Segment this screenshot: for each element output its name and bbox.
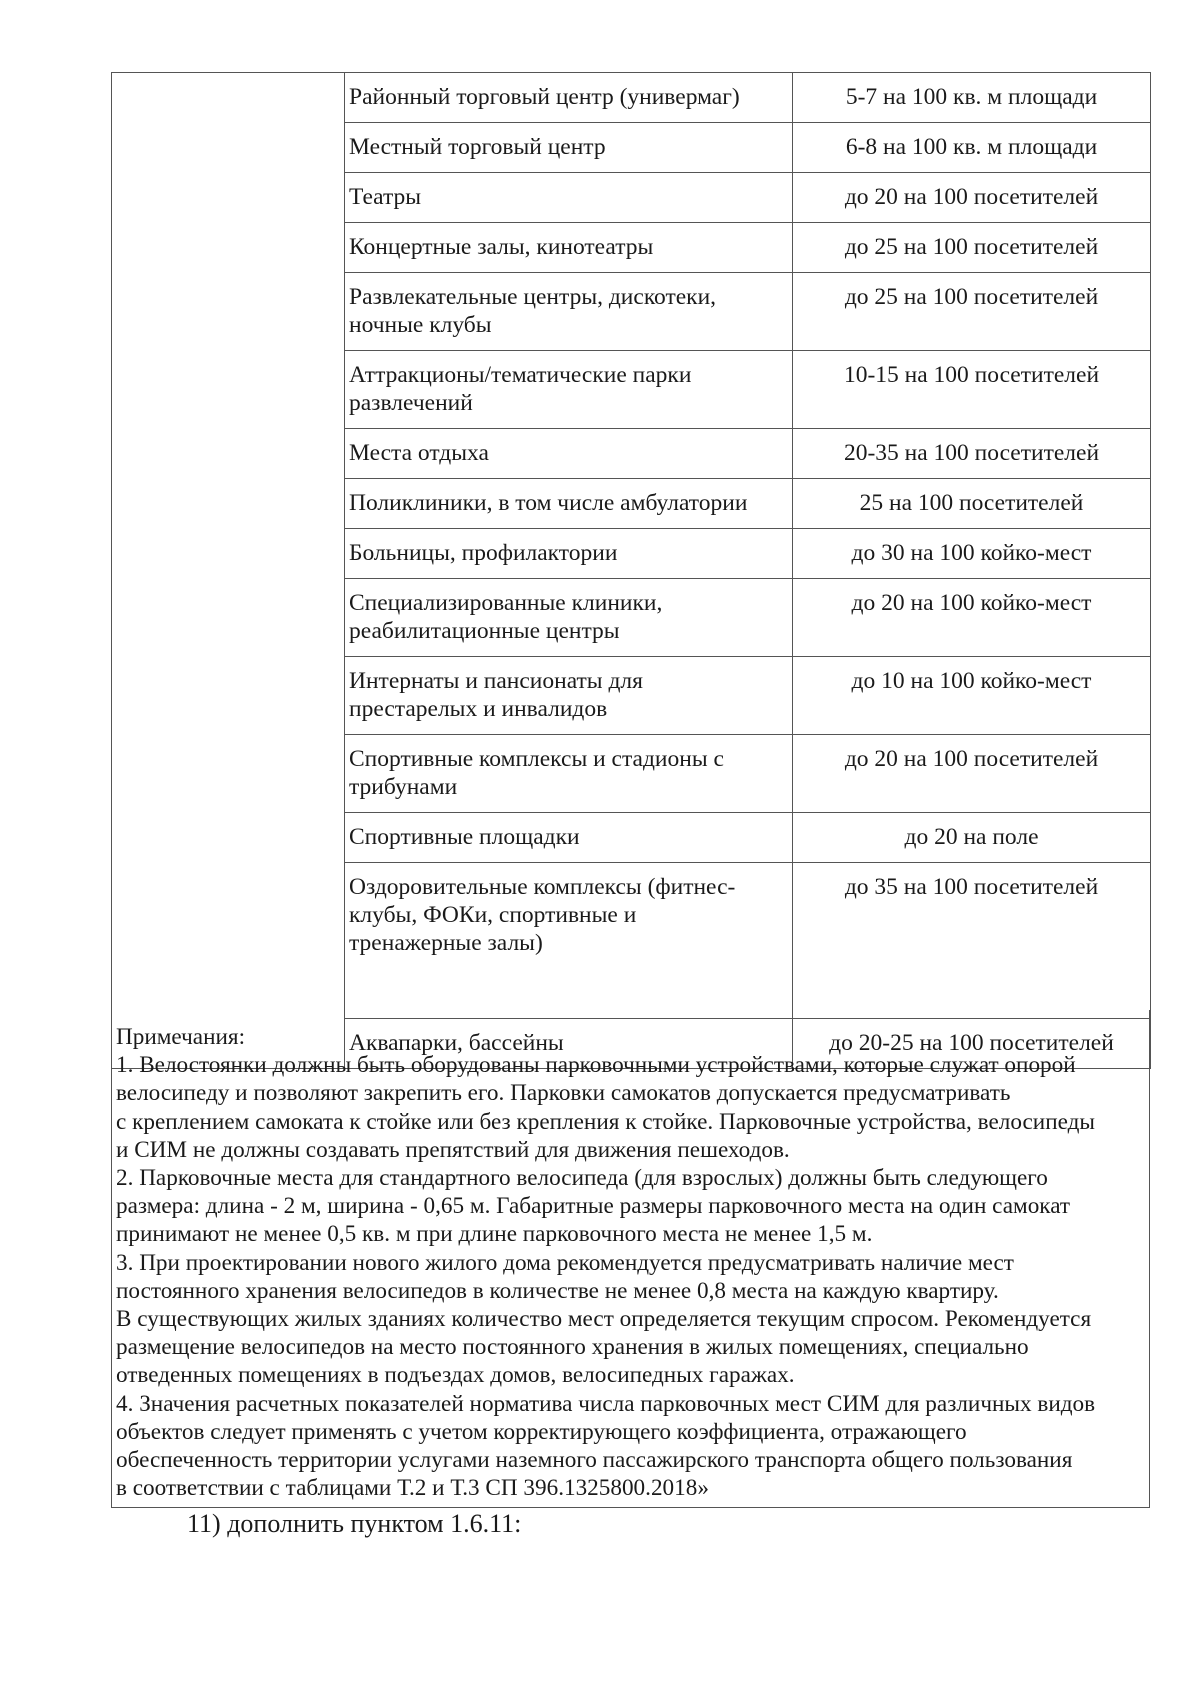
object-type-line: Оздоровительные комплексы (фитнес- — [349, 874, 736, 900]
object-type-cell — [345, 173, 793, 223]
object-type-line: Интернаты и пансионаты для — [349, 668, 643, 694]
object-type-line: Районный торговый центр (универмаг) — [349, 84, 740, 110]
parking-norms-table — [111, 72, 1151, 1069]
notes-line: и СИМ не должны создавать препятствий для движения пешеходов. — [116, 1136, 790, 1163]
notes-line: 2. Парковочные места для стандартного велосипеда (для взрослых) должны быть следующего — [116, 1165, 1048, 1192]
object-type-cell — [345, 579, 793, 657]
object-type-cell — [345, 813, 793, 863]
notes-line: отведенных помещениях в подъездах домов, велосипедных гаражах. — [116, 1362, 795, 1389]
object-type-line: Больницы, профилактории — [349, 540, 618, 566]
object-type-line: Аквапарки, бассейны — [349, 1030, 564, 1056]
object-type-cell — [345, 479, 793, 529]
object-type-cell — [345, 735, 793, 813]
object-type-line: Концертные залы, кинотеатры — [349, 234, 654, 260]
norm-value-cell: 6-8 на 100 кв. м площади — [793, 123, 1151, 173]
object-type-line: реабилитационные центры — [349, 618, 620, 644]
object-type-line: клубы, ФОКи, спортивные и — [349, 902, 637, 928]
notes-line: обеспеченность территории услугами наземного пассажирского транспорта общего пользования — [116, 1447, 1073, 1474]
notes-line: размера: длина - 2 м, ширина - 0,65 м. Габаритные размеры парковочного места на один самокат — [116, 1193, 1071, 1220]
norm-value-cell: 20-35 на 100 посетителей — [793, 429, 1151, 479]
norm-value-cell: до 20 на 100 посетителей — [793, 735, 1151, 813]
object-type-line: Спортивные комплексы и стадионы с — [349, 746, 724, 772]
notes-line: постоянного хранения велосипедов в количестве не менее 0,8 места на каждую квартиру. — [116, 1277, 999, 1304]
object-type-cell — [345, 429, 793, 479]
norm-value-cell: до 10 на 100 койко-мест — [793, 657, 1151, 735]
norm-value-cell: до 30 на 100 койко-мест — [793, 529, 1151, 579]
norm-value-cell: до 20 на 100 койко-мест — [793, 579, 1151, 657]
notes-line: велосипеду и позволяют закрепить его. Парковки самокатов допускается предусматривать — [116, 1080, 1011, 1107]
notes-line: в соответствии с таблицами Т.2 и Т.3 СП 396.1325800.2018» — [116, 1475, 709, 1502]
norm-value-cell: 5-7 на 100 кв. м площади — [793, 73, 1151, 123]
notes-line: 4. Значения расчетных показателей норматива числа парковочных мест СИМ для различных видов — [116, 1390, 1096, 1417]
norm-value-cell: до 20 на поле — [793, 813, 1151, 863]
notes-line: объектов следует применять с учетом корректирующего коэффициента, отражающего — [116, 1418, 967, 1445]
object-type-line: Аттракционы/тематические парки — [349, 362, 692, 388]
norm-value-cell: 25 на 100 посетителей — [793, 479, 1151, 529]
object-type-cell — [345, 223, 793, 273]
object-type-cell — [345, 123, 793, 173]
notes-line: В существующих жилых зданиях количество мест определяется текущим спросом. Рекомендуется — [116, 1306, 1092, 1333]
object-type-line: Местный торговый центр — [349, 134, 606, 160]
object-type-line: Спортивные площадки — [349, 824, 580, 850]
object-type-cell — [345, 73, 793, 123]
norm-value-cell: до 25 на 100 посетителей — [793, 223, 1151, 273]
empty-first-column — [112, 73, 345, 1069]
notes-block — [111, 1010, 1150, 1508]
object-type-line: тренажерные залы) — [349, 930, 543, 956]
notes-line: с креплением самоката к стойке или без крепления к стойке. Парковочные устройства, велосипеды — [116, 1108, 1095, 1135]
object-type-line: ночные клубы — [349, 312, 492, 338]
norm-value-cell: до 20 на 100 посетителей — [793, 173, 1151, 223]
object-type-line: Театры — [349, 184, 422, 210]
notes-line: размещение велосипедов на место постоянного хранения в жилых помещениях, специально — [116, 1334, 1029, 1361]
object-type-line: Развлекательные центры, дискотеки, — [349, 284, 717, 310]
notes-line: 3. При проектировании нового жилого дома рекомендуется предусматривать наличие мест — [116, 1249, 1014, 1276]
object-type-line: престарелых и инвалидов — [349, 696, 608, 722]
object-type-cell — [345, 657, 793, 735]
object-type-cell — [345, 863, 793, 1019]
norm-value-cell: до 35 на 100 посетителей — [793, 863, 1151, 1019]
object-type-cell — [345, 273, 793, 351]
table-body — [112, 73, 1151, 1069]
norm-value-cell: до 25 на 100 посетителей — [793, 273, 1151, 351]
object-type-line: Места отдыха — [349, 440, 489, 466]
object-type-line: Специализированные клиники, — [349, 590, 663, 616]
notes-line: принимают не менее 0,5 кв. м при длине парковочного места не менее 1,5 м. — [116, 1221, 873, 1248]
notes-line: 1. Велостоянки должны быть оборудованы парковочными устройствами, которые служат опорой — [116, 1052, 1076, 1079]
amendment-item: 11) дополнить пунктом 1.6.11: — [187, 1509, 522, 1538]
object-type-line: Поликлиники, в том числе амбулатории — [349, 490, 748, 516]
notes-heading: Примечания: — [116, 1024, 246, 1050]
table-row — [112, 73, 1151, 123]
norm-value-cell: 10-15 на 100 посетителей — [793, 351, 1151, 429]
object-type-cell — [345, 351, 793, 429]
norm-value-cell: до 20-25 на 100 посетителей — [793, 1019, 1151, 1069]
object-type-line: трибунами — [349, 774, 458, 800]
object-type-cell — [345, 529, 793, 579]
object-type-line: развлечений — [349, 390, 473, 416]
